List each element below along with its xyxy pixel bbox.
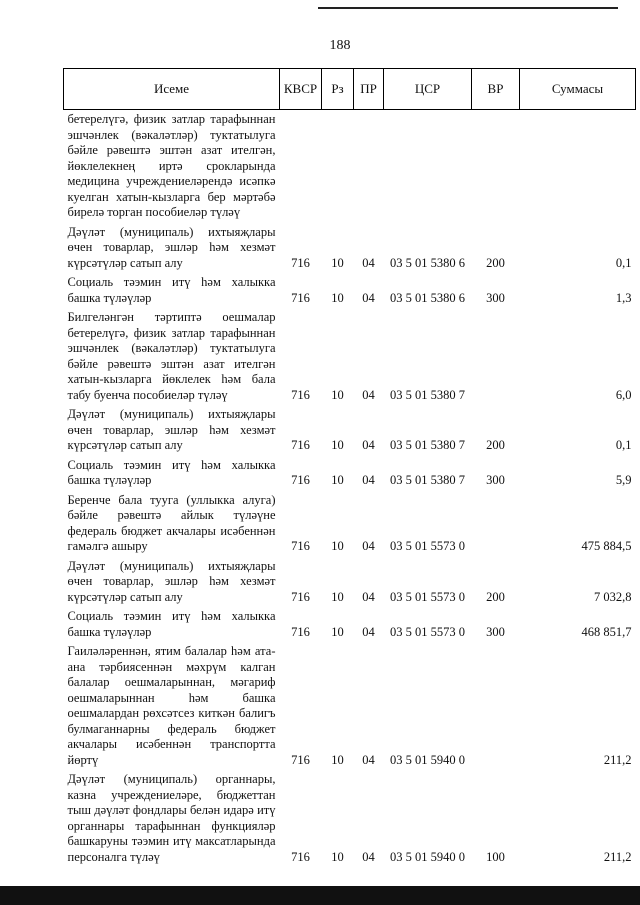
row-vr bbox=[472, 644, 520, 772]
row-kvsr: 716 bbox=[291, 539, 310, 553]
row-pr: 04 bbox=[362, 752, 375, 767]
row-name: Дәүләт (муниципаль) ихтыяҗлары өчен товарлар, эшләр һәм хезмәт күрсәтүләр сатып алу bbox=[67, 407, 276, 452]
row-kvsr: 716 bbox=[291, 849, 310, 864]
row-rz: 10 bbox=[331, 752, 344, 767]
header-sum: Суммасы bbox=[520, 69, 636, 110]
table-row bbox=[64, 310, 636, 407]
row-sum: 475 884,5 bbox=[581, 539, 632, 553]
row-kvsr: 716 bbox=[291, 387, 310, 402]
row-vr: 200 bbox=[486, 438, 505, 452]
table-row bbox=[64, 225, 636, 276]
header-kvsr: КВСР bbox=[280, 69, 322, 110]
table-row bbox=[64, 407, 636, 458]
row-sum: 5,9 bbox=[615, 473, 632, 487]
row-vr: 300 bbox=[486, 473, 505, 487]
row-vr: 200 bbox=[486, 255, 505, 270]
row-vr: 200 bbox=[486, 589, 505, 604]
row-rz: 10 bbox=[331, 624, 344, 639]
row-rz: 10 bbox=[331, 849, 344, 864]
row-pr: 04 bbox=[362, 387, 375, 402]
row-pr: 04 bbox=[362, 624, 375, 639]
row-csr: 03 5 01 5380 7 bbox=[390, 387, 465, 402]
header-csr: ЦСР bbox=[384, 69, 472, 110]
row-vr: 300 bbox=[486, 290, 505, 305]
page-number: 188 bbox=[329, 38, 351, 53]
row-sum: 211,2 bbox=[603, 849, 632, 864]
header-name: Исеме bbox=[64, 69, 280, 110]
table-row bbox=[64, 458, 636, 493]
row-kvsr: 716 bbox=[291, 438, 310, 452]
row-rz: 10 bbox=[331, 290, 344, 305]
table-row bbox=[64, 609, 636, 644]
row-rz: 10 bbox=[331, 387, 344, 402]
table-row bbox=[64, 644, 636, 772]
row-csr: 03 5 01 5380 7 bbox=[390, 473, 465, 487]
row-kvsr: 716 bbox=[291, 473, 310, 487]
row-name: Беренче бала туугa (уллыкка алуга) бәйле рәвештә айлык түләүне федераль бюджет акчалары исәбеннән гамәлгә ашыру bbox=[67, 492, 276, 553]
row-vr: 300 bbox=[486, 624, 505, 639]
row-name: Социаль тәэмин итү һәм халыкка башка түләүләр bbox=[67, 457, 276, 487]
row-sum: 468 851,7 bbox=[581, 624, 632, 639]
row-pr: 04 bbox=[362, 255, 375, 270]
row-name: Гаиләләреннән, ятим балалар һәм ата-ана тәрбиясеннән мәхрүм калган балалар оешмаларыннан, мәгариф оешмаларыннан һәм башка оешмалардан рөхсәтсез киткән балигъ булмаганнарны федераль бюджет акчалары исәбеннән транспортта йөртү bbox=[67, 644, 276, 767]
continuation-text: бетерелүгә, физик затлар тарафыннан эшчәнлек (вәкаләтләр) туктатылуга бәйле рәвештә эштән азат ителгән, йөклелекнең иртә срокларында медицина учреждениеләрендә исәпкә куелган хатын-кызларга бер мәртәбә бирелә торган пособиеләр түләү bbox=[67, 112, 276, 219]
row-pr: 04 bbox=[362, 849, 375, 864]
row-sum: 1,3 bbox=[615, 290, 632, 305]
row-csr: 03 5 01 5380 6 bbox=[390, 255, 465, 270]
row-rz: 10 bbox=[331, 473, 344, 487]
table-row bbox=[64, 559, 636, 610]
table-row bbox=[64, 275, 636, 310]
row-csr: 03 5 01 5380 7 bbox=[390, 438, 465, 452]
budget-table bbox=[63, 68, 636, 869]
row-csr: 03 5 01 5380 6 bbox=[390, 290, 465, 305]
header-pr: ПР bbox=[354, 69, 384, 110]
top-rule bbox=[318, 7, 618, 9]
continuation-row bbox=[64, 110, 636, 225]
row-vr bbox=[472, 493, 520, 559]
row-pr: 04 bbox=[362, 438, 375, 452]
row-pr: 04 bbox=[362, 589, 375, 604]
row-pr: 04 bbox=[362, 473, 375, 487]
row-name: Дәүләт (муниципаль) ихтыяҗлары өчен товарлар, эшләр һәм хезмәт күрсәтүләр сатып алу bbox=[67, 558, 276, 604]
row-csr: 03 5 01 5573 0 bbox=[390, 589, 465, 604]
row-sum: 211,2 bbox=[603, 752, 632, 767]
row-csr: 03 5 01 5940 0 bbox=[390, 849, 465, 864]
header-rz: Рз bbox=[322, 69, 354, 110]
row-kvsr: 716 bbox=[291, 624, 310, 639]
row-sum: 7 032,8 bbox=[594, 589, 632, 604]
row-sum: 0,1 bbox=[615, 438, 632, 452]
row-rz: 10 bbox=[331, 255, 344, 270]
row-csr: 03 5 01 5573 0 bbox=[390, 624, 465, 639]
row-sum: 0,1 bbox=[615, 255, 632, 270]
row-name: Социаль тәэмин итү һәм халыкка башка түләүләр bbox=[67, 275, 276, 305]
row-vr bbox=[472, 310, 520, 407]
row-csr: 03 5 01 5940 0 bbox=[390, 752, 465, 767]
table-row bbox=[64, 493, 636, 559]
row-kvsr: 716 bbox=[291, 589, 310, 604]
row-vr: 100 bbox=[486, 849, 505, 864]
row-rz: 10 bbox=[331, 438, 344, 452]
row-rz: 10 bbox=[331, 589, 344, 604]
row-csr: 03 5 01 5573 0 bbox=[390, 539, 465, 553]
row-name: Билгеләнгән тәртиптә оешмалар бетерелүгә, физик затлар тарафыннан эшчәнлек (вәкаләтләр) туктатылуга бәйле рәвештә эштән азат ителгән хатын-кызларга йөклелек һәм бала табу буенча пособиеләр түләү bbox=[67, 310, 276, 402]
row-name: Дәүләт (муниципаль) ихтыяҗлары өчен товарлар, эшләр һәм хезмәт күрсәтүләр сатып алу bbox=[67, 224, 276, 270]
row-name: Социаль тәэмин итү һәм халыкка башка түләүләр bbox=[67, 609, 276, 639]
row-sum: 6,0 bbox=[615, 387, 632, 402]
row-kvsr: 716 bbox=[291, 752, 310, 767]
row-pr: 04 bbox=[362, 290, 375, 305]
header-vr: ВР bbox=[472, 69, 520, 110]
bottom-scan-border bbox=[0, 886, 640, 905]
row-kvsr: 716 bbox=[291, 290, 310, 305]
row-rz: 10 bbox=[331, 539, 344, 553]
row-kvsr: 716 bbox=[291, 255, 310, 270]
table-row bbox=[64, 772, 636, 869]
row-name: Дәүләт (муниципаль) органнары, казна учреждениеләре, бюджеттан тыш дәүләт фондлары белән идарә итү органнары тарафыннан функцияләр башкаруны тәэмин итү максатларында персоналга түләү bbox=[67, 772, 276, 864]
table-header-row bbox=[64, 69, 636, 110]
row-pr: 04 bbox=[362, 539, 375, 553]
